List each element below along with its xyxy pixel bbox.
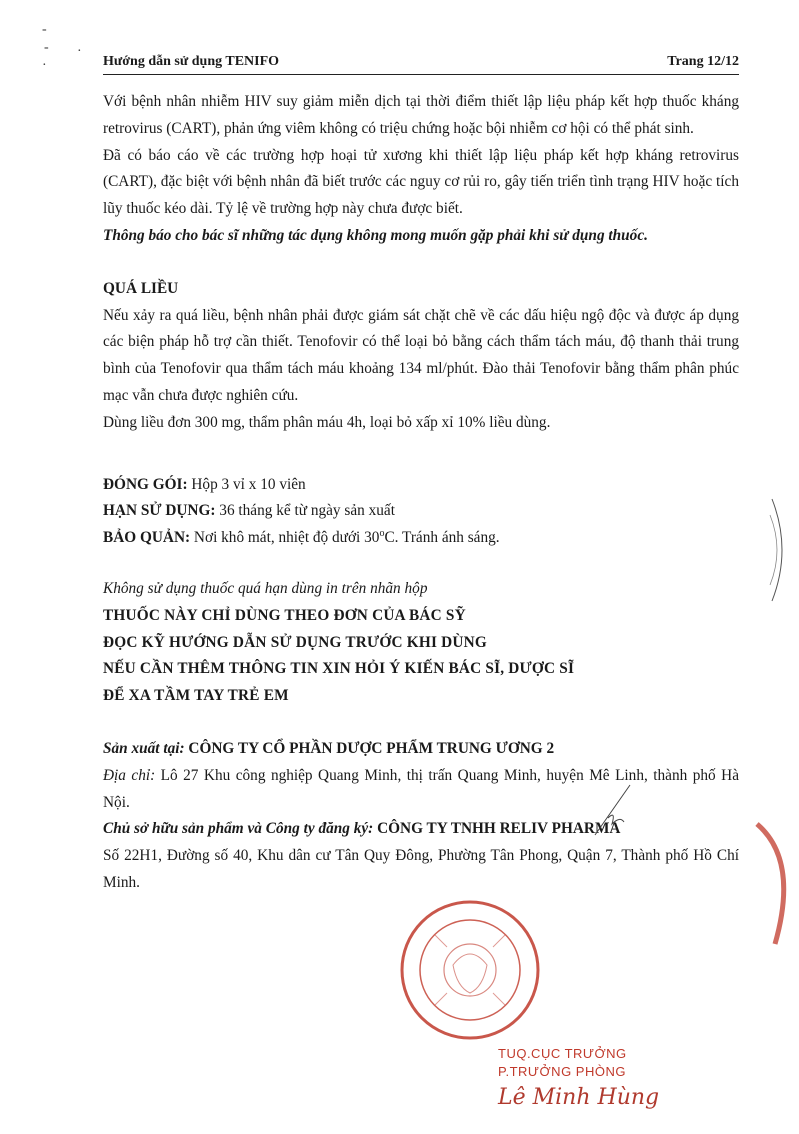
approval-position: P.TRƯỞNG PHÒNG — [498, 1064, 626, 1079]
section-title-overdose: QUÁ LIỀU — [103, 279, 179, 297]
manufacturer-address — [103, 763, 739, 817]
owner-line — [103, 816, 739, 843]
pen-mark — [590, 780, 640, 840]
paragraph-overdose-dose: Dùng liều đơn 300 mg, thẩm phân máu 4h, loại bỏ xấp xỉ 10% liều dùng. — [103, 413, 551, 431]
warning-prescription: THUỐC NÀY CHỈ DÙNG THEO ĐƠN CỦA BÁC SỸ — [103, 606, 466, 624]
shelf-life-line — [103, 498, 739, 525]
page-number: Trang 12/12 — [667, 54, 739, 69]
paragraph-hiv: Với bệnh nhân nhiễm HIV suy giảm miễn dịch tại thời điểm thiết lập liệu pháp kết hợp thuốc kháng retrovirus (CART), phản ứng viêm không có triệu chứng hoặc bội nhiễm cơ hội có thể phát sinh. — [103, 93, 739, 137]
edge-curve-mark — [768, 495, 796, 605]
scan-mark: - — [44, 40, 49, 55]
expiry-note: Không sử dụng thuốc quá hạn dùng in trên nhãn hộp — [103, 579, 428, 597]
paragraph-overdose: Nếu xảy ra quá liều, bệnh nhân phải được giám sát chặt chẽ về các dấu hiệu ngộ độc và được áp dụng các biện pháp hỗ trợ cần thiết. Tenofovir có thể loại bỏ bằng cách thẩm tách máu, độ thanh thải trung bình của Tenofovir qua thẩm tách máu khoảng 134 ml/phút. Đào thải Tenofovir bằng thẩm phân phúc mạc vẫn chưa được nghiên cứu. — [103, 306, 739, 404]
approval-signature: Lê Minh Hùng — [498, 1085, 660, 1110]
address-label: Địa chỉ: — [103, 766, 156, 784]
document-title: Hướng dẫn sử dụng TENIFO — [103, 54, 280, 69]
storage-value-end: C. Tránh ánh sáng. — [384, 529, 500, 547]
address-text: Lô 27 Khu công nghiệp Quang Minh, thị trấn Quang Minh, huyện Mê Linh, thành phố Hà Nội. — [103, 766, 739, 811]
header-divider — [103, 74, 739, 75]
packaging-line — [103, 472, 739, 499]
scan-mark: · — [42, 58, 47, 73]
shelf-life-label: HẠN SỬ DỤNG: — [103, 502, 216, 520]
warning-read-instructions: ĐỌC KỸ HƯỚNG DẪN SỬ DỤNG TRƯỚC KHI DÙNG — [103, 633, 487, 651]
scan-mark: · — [77, 44, 82, 59]
storage-value: Nơi khô mát, nhiệt độ dưới 30 — [190, 529, 380, 547]
official-stamp — [395, 895, 545, 1045]
packaging-label: ĐÓNG GÓI: — [103, 475, 188, 493]
owner-address: Số 22H1, Đường số 40, Khu dân cư Tân Quy Đông, Phường Tân Phong, Quận 7, Thành phố Hồ Chí Minh. — [103, 847, 739, 891]
warning-ask-doctor: NẾU CẦN THÊM THÔNG TIN XIN HỎI Ý KIẾN BÁC SĨ, DƯỢC SĨ — [103, 660, 575, 678]
manufacturer-name: CÔNG TY CỔ PHẦN DƯỢC PHẨM TRUNG ƯƠNG 2 — [184, 739, 555, 757]
storage-line — [103, 525, 739, 552]
owner-name: CÔNG TY TNHH RELIV PHARMA — [373, 820, 621, 838]
paragraph-osteonecrosis: Đã có báo cáo về các trường hợp hoại tử xương khi thiết lập liệu pháp kết hợp kháng retrovirus (CART), đặc biệt với bệnh nhân đã biết trước các nguy cơ rủi ro, gây tiến triển tình trạng HIV hoặc tích lũy thuốc kéo dài. Tỷ lệ về trường hợp này chưa được biết. — [103, 146, 739, 218]
manufacturer-label: Sản xuất tại: — [103, 739, 185, 757]
page-header — [103, 52, 739, 72]
owner-label: Chủ sở hữu sản phẩm và Công ty đăng ký: — [103, 820, 374, 838]
spacer — [103, 710, 739, 736]
document-body — [103, 89, 739, 897]
manufacturer-line — [103, 736, 739, 763]
spacer — [103, 464, 739, 472]
spacer — [103, 437, 739, 464]
degree-symbol: o — [379, 528, 385, 540]
paragraph-notify-doctor: Thông báo cho bác sĩ những tác dụng không mong muốn gặp phải khi sử dụng thuốc. — [103, 226, 648, 244]
shelf-life-value: 36 tháng kể từ ngày sản xuất — [215, 502, 395, 520]
edge-stamp-arc — [735, 820, 799, 950]
storage-label: BẢO QUẢN: — [103, 529, 191, 547]
approval-block — [498, 1045, 659, 1110]
spacer — [103, 552, 739, 576]
scan-mark: - — [42, 22, 47, 37]
warning-children: ĐỂ XA TẦM TAY TRẺ EM — [103, 687, 289, 705]
approval-title: TUQ.CỤC TRƯỞNG — [498, 1046, 627, 1061]
packaging-value: Hộp 3 vỉ x 10 viên — [187, 475, 306, 493]
